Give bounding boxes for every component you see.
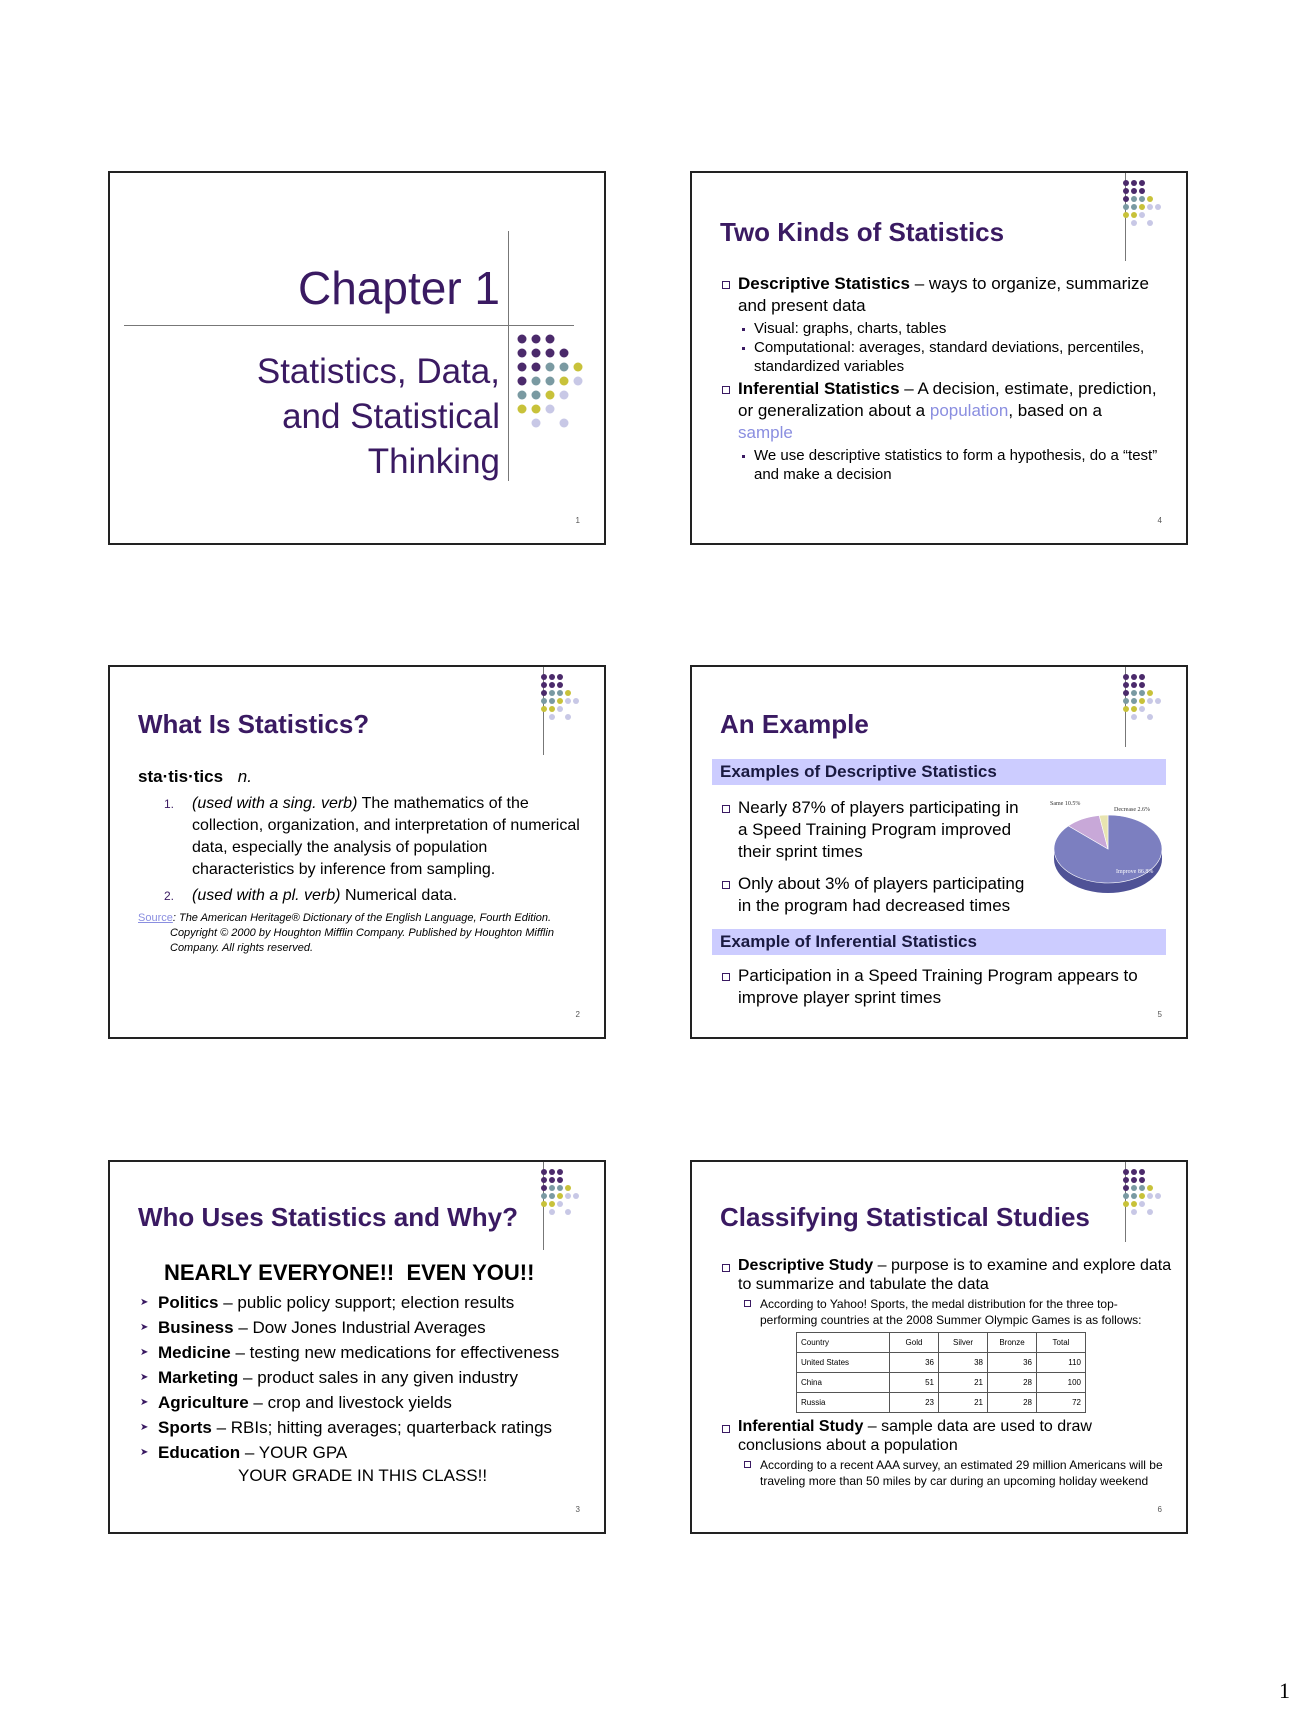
slide-title: Who Uses Statistics and Why? bbox=[138, 1202, 518, 1232]
table-cell: 110 bbox=[1037, 1353, 1086, 1373]
description: – crop and livestock yields bbox=[248, 1393, 452, 1412]
section-band: Examples of Descriptive Statistics bbox=[712, 759, 1166, 785]
term: Marketing bbox=[158, 1368, 239, 1387]
term-sample: sample bbox=[738, 423, 793, 442]
source-text: : The American Heritage® Dictionary of the English Language, Fourth Edition. Copyright © 2000 by Houghton Mifflin Company. Published by Houghton Mifflin Company. All rights reserved. bbox=[170, 912, 554, 954]
headline: NEARLY EVERYONE!! EVEN YOU!! bbox=[164, 1260, 535, 1285]
definition-text: The mathematics of the collection, organization, and interpretation of numerical data, especially the analysis of population characteristics by inference from sampling. bbox=[192, 795, 580, 878]
term-population: population bbox=[929, 401, 1009, 420]
slide-number: 6 bbox=[1157, 1505, 1162, 1514]
definition: – A decision, estimate, prediction, or generalization about a bbox=[738, 379, 1157, 420]
slide-number: 3 bbox=[575, 1505, 580, 1514]
dots-decoration-icon bbox=[540, 1168, 586, 1230]
description: – public policy support; election results bbox=[218, 1293, 515, 1312]
list-item bbox=[138, 1365, 594, 1390]
definition: , based on a bbox=[1008, 401, 1102, 420]
table-header: Silver bbox=[939, 1333, 988, 1353]
sub-item bbox=[720, 1457, 1172, 1489]
table-header-row bbox=[797, 1333, 1086, 1353]
term: Business bbox=[158, 1318, 234, 1337]
slide-two-kinds bbox=[690, 171, 1188, 545]
definition-number: 2. bbox=[164, 889, 175, 903]
table-row bbox=[797, 1353, 1086, 1373]
dots-decoration-icon bbox=[540, 673, 586, 735]
subtitle-line: Statistics, Data, bbox=[256, 352, 500, 391]
term: Medicine bbox=[158, 1343, 231, 1362]
slide-title: Chapter 1 bbox=[297, 262, 500, 314]
description: – YOUR GPA bbox=[240, 1443, 348, 1462]
table-cell: 51 bbox=[890, 1373, 939, 1393]
dots-decoration-icon bbox=[516, 333, 596, 453]
extra-line: YOUR GRADE IN THIS CLASS!! bbox=[238, 1466, 488, 1485]
list-item bbox=[138, 1390, 594, 1415]
table-header: Country bbox=[797, 1333, 890, 1353]
term: Agriculture bbox=[158, 1393, 249, 1412]
pie-chart bbox=[1046, 795, 1176, 905]
term: Descriptive Statistics bbox=[738, 274, 910, 293]
definition: – ways to organize, summarize and present data bbox=[738, 274, 1150, 315]
list-item bbox=[138, 1290, 594, 1315]
list-item: Computational: averages, standard deviations, percentiles, standardized variables bbox=[740, 338, 1158, 376]
table-cell: 38 bbox=[939, 1353, 988, 1373]
table-header: Total bbox=[1037, 1333, 1086, 1353]
divider bbox=[508, 231, 509, 481]
term: Inferential Statistics bbox=[738, 379, 900, 398]
hollow-square-icon bbox=[744, 1461, 751, 1468]
definition-1 bbox=[138, 793, 580, 881]
pie-label-decrease: Decrease 2.6% bbox=[1114, 807, 1150, 813]
divider bbox=[124, 325, 574, 326]
list-item: Participation in a Speed Training Program appears to improve player sprint times bbox=[720, 965, 1162, 1009]
medal-table bbox=[796, 1332, 1086, 1413]
definition: – sample data are used to draw conclusions about a population bbox=[738, 1418, 1092, 1454]
slide-chapter-1 bbox=[108, 171, 606, 545]
slide-number: 2 bbox=[575, 1010, 580, 1019]
slide-title: What Is Statistics? bbox=[138, 709, 370, 739]
list-item bbox=[138, 1315, 594, 1340]
pie-label-same: Same 10.5% bbox=[1050, 801, 1081, 807]
source-link[interactable]: Source bbox=[138, 912, 173, 924]
term: Politics bbox=[158, 1293, 219, 1312]
term: Descriptive Study bbox=[738, 1257, 874, 1274]
hollow-square-icon bbox=[744, 1300, 751, 1307]
table-cell: 28 bbox=[988, 1373, 1037, 1393]
table-cell: 36 bbox=[890, 1353, 939, 1373]
list-item bbox=[138, 1440, 594, 1465]
slide-number: 5 bbox=[1157, 1010, 1162, 1019]
subtitle-line: and Statistical bbox=[282, 397, 500, 436]
sub-item-text: According to a recent AAA survey, an estimated 29 million Americans will be traveling more than 50 miles by car during an upcoming holiday weekend bbox=[760, 1458, 1163, 1488]
table-cell: 100 bbox=[1037, 1373, 1086, 1393]
usage-note: (used with a sing. verb) bbox=[192, 795, 358, 812]
table-cell: 23 bbox=[890, 1393, 939, 1413]
table-cell: Russia bbox=[797, 1393, 890, 1413]
list-item bbox=[138, 1340, 594, 1365]
table-cell: 72 bbox=[1037, 1393, 1086, 1413]
source-citation bbox=[138, 911, 580, 956]
slide-who-uses bbox=[108, 1160, 606, 1534]
pie-label-improve: Improve 86.8% bbox=[1116, 869, 1154, 875]
table-cell: United States bbox=[797, 1353, 890, 1373]
part-of-speech: n. bbox=[237, 767, 252, 786]
definition-2 bbox=[138, 885, 580, 907]
description: – testing new medications for effectiveness bbox=[230, 1343, 560, 1362]
list-item: Nearly 87% of players participating in a Speed Training Program improved their sprint times bbox=[720, 797, 1026, 863]
list-item bbox=[720, 1417, 1172, 1455]
slide-title: An Example bbox=[720, 709, 869, 739]
term: Education bbox=[158, 1443, 241, 1462]
description: – Dow Jones Industrial Averages bbox=[233, 1318, 486, 1337]
slide-subtitle bbox=[257, 349, 500, 484]
slide-title: Two Kinds of Statistics bbox=[720, 217, 1005, 247]
slide-number: 1 bbox=[575, 516, 580, 525]
table-cell: 21 bbox=[939, 1373, 988, 1393]
definition-number: 1. bbox=[164, 797, 175, 811]
definition: – purpose is to examine and explore data to summarize and tabulate the data bbox=[738, 1257, 1172, 1293]
slide-an-example bbox=[690, 665, 1188, 1039]
dots-decoration-icon bbox=[1122, 1168, 1168, 1230]
slide-classifying-studies bbox=[690, 1160, 1188, 1534]
table-cell: 28 bbox=[988, 1393, 1037, 1413]
usage-note: (used with a pl. verb) bbox=[192, 887, 341, 904]
table-row bbox=[797, 1393, 1086, 1413]
list-item: We use descriptive statistics to form a hypothesis, do a “test” and make a decision bbox=[740, 446, 1158, 484]
table-header: Gold bbox=[890, 1333, 939, 1353]
dots-decoration-icon bbox=[1122, 179, 1168, 241]
sub-item bbox=[720, 1296, 1172, 1328]
headword-line bbox=[138, 767, 580, 787]
list-item: Visual: graphs, charts, tables bbox=[740, 319, 1158, 338]
page-number: 1 bbox=[1279, 1678, 1290, 1703]
list-item bbox=[720, 1256, 1172, 1294]
table-cell: China bbox=[797, 1373, 890, 1393]
sub-item-text: According to Yahoo! Sports, the medal distribution for the three top-performing countries at the 2008 Summer Olympic Games is as follows: bbox=[760, 1297, 1142, 1327]
list-item bbox=[720, 273, 1158, 317]
table-cell: 21 bbox=[939, 1393, 988, 1413]
headword: sta·tis·tics bbox=[138, 767, 224, 786]
description: – product sales in any given industry bbox=[238, 1368, 519, 1387]
dots-decoration-icon bbox=[1122, 673, 1168, 735]
table-row bbox=[797, 1373, 1086, 1393]
slide-number: 4 bbox=[1157, 516, 1162, 525]
slide-what-is-statistics bbox=[108, 665, 606, 1039]
description: – RBIs; hitting averages; quarterback ratings bbox=[211, 1418, 553, 1437]
table-header: Bronze bbox=[988, 1333, 1037, 1353]
list-item: Only about 3% of players participating in the program had decreased times bbox=[720, 873, 1026, 917]
term: Inferential Study bbox=[738, 1418, 864, 1435]
definition-text: Numerical data. bbox=[340, 887, 458, 904]
list-item bbox=[138, 1415, 594, 1440]
slide-title: Classifying Statistical Studies bbox=[720, 1202, 1090, 1232]
section-band: Example of Inferential Statistics bbox=[712, 929, 1166, 955]
subtitle-line: Thinking bbox=[367, 442, 500, 481]
term: Sports bbox=[158, 1418, 212, 1437]
list-item bbox=[720, 378, 1158, 444]
table-cell: 36 bbox=[988, 1353, 1037, 1373]
